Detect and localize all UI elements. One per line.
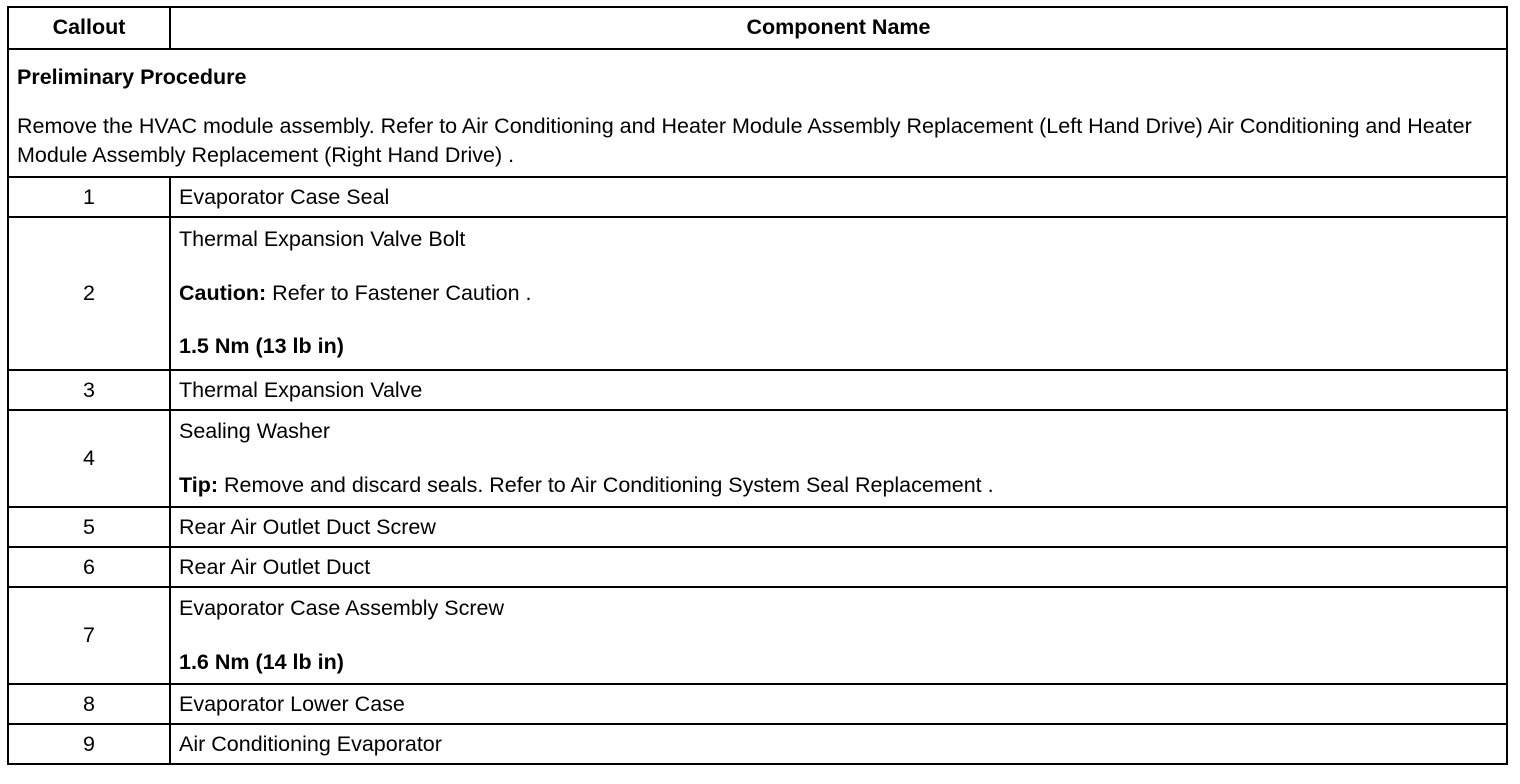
table-row: [8, 410, 1507, 507]
callout-number: 3: [8, 370, 170, 410]
caution-label: Caution:: [179, 280, 267, 305]
component-detail-cell: [170, 217, 1507, 370]
component-name: Evaporator Lower Case: [170, 684, 1507, 724]
callout-number: 5: [8, 507, 170, 547]
table-row: [8, 547, 1507, 587]
table-row: [8, 724, 1507, 764]
preliminary-procedure-text: Remove the HVAC module assembly. Refer to Air Conditioning and Heater Module Assembly Replacement (Left Hand Drive) Air Conditioning and Heater Module Assembly Replacement (Right Hand Drive) .: [17, 113, 1472, 168]
table-row: [8, 370, 1507, 410]
component-detail-cell: [170, 410, 1507, 507]
table-row: [8, 177, 1507, 217]
table-header-row: [8, 7, 1507, 49]
component-table: [7, 6, 1508, 765]
preliminary-procedure-row: [8, 49, 1507, 177]
tip-label: Tip:: [179, 472, 219, 497]
table-row: [8, 507, 1507, 547]
component-name: Rear Air Outlet Duct: [170, 547, 1507, 587]
preliminary-procedure-cell: [8, 49, 1507, 177]
tip-note: [179, 473, 1498, 499]
table-row: [8, 587, 1507, 684]
table-row: [8, 217, 1507, 370]
callout-number: 7: [8, 587, 170, 684]
component-name: Air Conditioning Evaporator: [170, 724, 1507, 764]
callout-number: 1: [8, 177, 170, 217]
caution-text: Refer to Fastener Caution .: [266, 280, 532, 305]
torque-spec: 1.6 Nm (14 lb in): [179, 649, 344, 674]
callout-number: 9: [8, 724, 170, 764]
component-name: Thermal Expansion Valve Bolt: [179, 226, 466, 251]
callout-number: 6: [8, 547, 170, 587]
component-name: Sealing Washer: [179, 418, 330, 443]
component-name: Evaporator Case Seal: [170, 177, 1507, 217]
component-name: Rear Air Outlet Duct Screw: [170, 507, 1507, 547]
preliminary-procedure-title: Preliminary Procedure: [17, 64, 247, 89]
callout-number: 4: [8, 410, 170, 507]
callout-number: 2: [8, 217, 170, 370]
component-name: Thermal Expansion Valve: [170, 370, 1507, 410]
caution-note: [179, 281, 1498, 307]
component-name-column-header: Component Name: [170, 7, 1507, 49]
table-row: [8, 684, 1507, 724]
callout-number: 8: [8, 684, 170, 724]
component-detail-cell: [170, 587, 1507, 684]
component-name: Evaporator Case Assembly Screw: [179, 595, 505, 620]
torque-spec: 1.5 Nm (13 lb in): [179, 334, 344, 359]
callout-column-header: Callout: [8, 7, 170, 49]
tip-text: Remove and discard seals. Refer to Air Conditioning System Seal Replacement .: [218, 472, 994, 497]
